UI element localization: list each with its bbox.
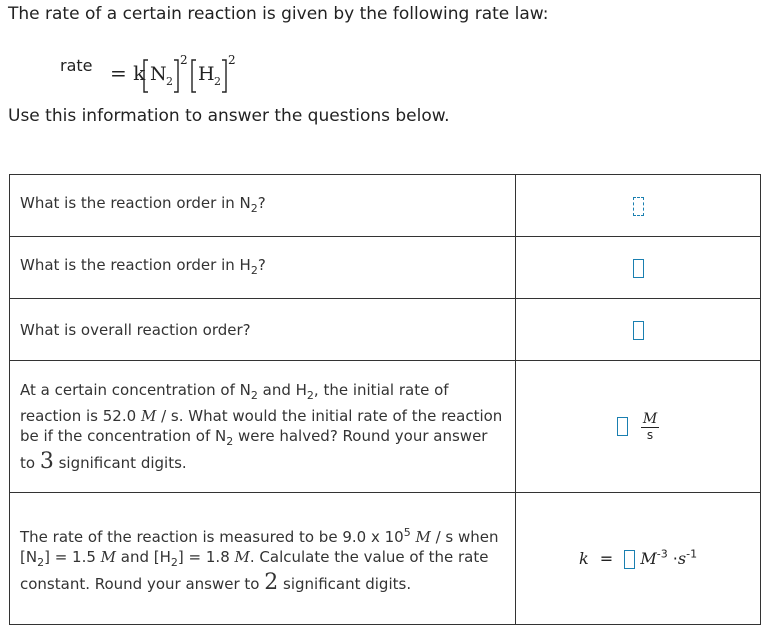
rate-unit-fraction: $\frac{M}{s}$ — [642, 411, 658, 442]
question-4-answer — [516, 361, 761, 493]
svg-text:H: H — [198, 63, 215, 85]
question-3-text: What is overall reaction order? — [10, 299, 516, 361]
answer-input-new-rate[interactable] — [617, 417, 628, 436]
svg-text:2: 2 — [214, 75, 221, 88]
intro-text: The rate of a certain reaction is given by the following rate law: — [8, 4, 549, 24]
svg-text:N: N — [150, 63, 167, 85]
question-2-answer — [516, 237, 761, 299]
svg-text:2: 2 — [166, 75, 173, 88]
answer-input-rate-constant[interactable] — [624, 550, 635, 569]
question-3-answer — [516, 299, 761, 361]
question-row-2 — [10, 237, 761, 299]
question-2-text: What is the reaction order in $H_2$? — [10, 237, 516, 299]
answer-input-order-n2[interactable] — [633, 197, 644, 216]
question-5-text: The rate of the reaction is measured to be 9.0 x $10^5$ M / s when $[N_2] = 1.5$ M and $[H_2] = 1.8$ M. Calculate the value of the rate constant. Round your answer to 2 significant digits. — [10, 493, 516, 625]
question-1-answer — [516, 175, 761, 237]
svg-text:2: 2 — [180, 53, 188, 67]
rate-label: rate — [60, 56, 93, 75]
question-row-1 — [10, 175, 761, 237]
questions-table — [9, 174, 761, 625]
question-1-text: What is the reaction order in $N_2$? — [10, 175, 516, 237]
question-5-answer — [516, 493, 761, 625]
rate-constant-expression: $k = M^{-3} \cdot s^{-1}$ — [578, 547, 698, 569]
answer-input-order-h2[interactable] — [633, 259, 644, 278]
question-row-4 — [10, 361, 761, 493]
instructions-text: Use this information to answer the questions below. — [8, 106, 450, 126]
question-row-3 — [10, 299, 761, 361]
question-4-text: At a certain concentration of $N_2$ and $H_2$, the initial rate of reaction is 52.0 M / s. What would the initial rate of the reaction be if the concentration of $N_2$ were halved? Round your answer to 3 significant digits. — [10, 361, 516, 493]
answer-input-overall-order[interactable] — [633, 321, 644, 340]
rate-law-equation — [110, 52, 320, 98]
svg-text:2: 2 — [228, 53, 236, 67]
svg-text:= k: = k — [110, 61, 146, 85]
question-row-5 — [10, 493, 761, 625]
